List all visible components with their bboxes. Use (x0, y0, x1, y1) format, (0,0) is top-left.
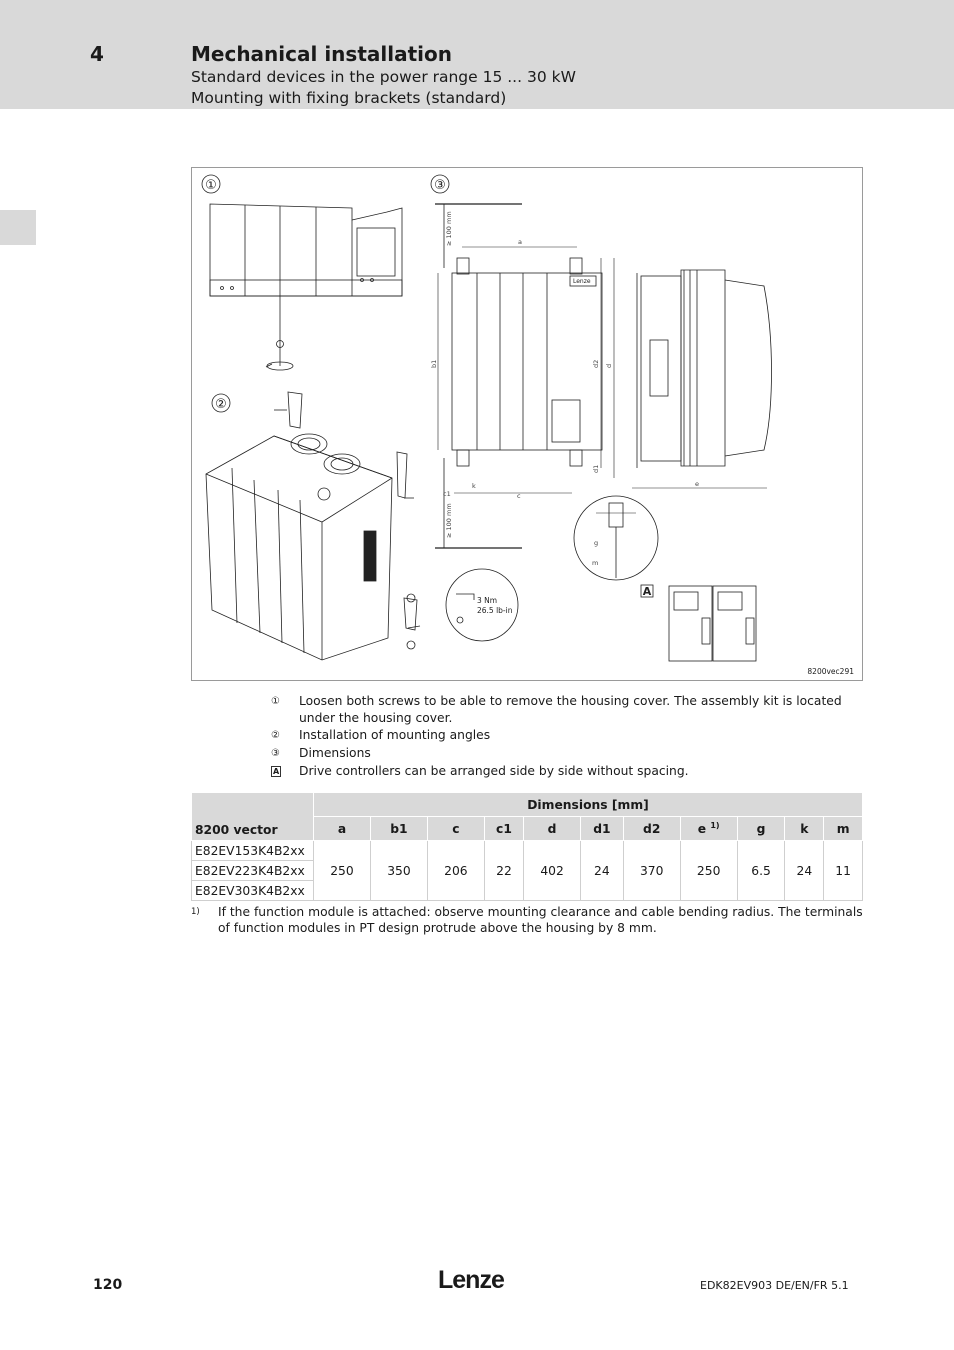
chapter-side-tab (0, 210, 36, 245)
page-number: 120 (93, 1277, 123, 1293)
value-cell: 350 (370, 841, 427, 901)
dimensions-table (191, 792, 863, 901)
legend-mark: ① (271, 696, 280, 707)
model-cell: E82EV303K4B2xx (192, 881, 314, 901)
value-cell: 22 (484, 841, 523, 901)
dim-m: m (592, 559, 599, 567)
model-cell: E82EV223K4B2xx (192, 861, 314, 881)
value-cell: 250 (680, 841, 737, 901)
value-cell: 6.5 (737, 841, 785, 901)
dim-k: k (472, 482, 476, 490)
dim-c: c (517, 492, 521, 500)
column-header: a (314, 817, 371, 841)
model-cell: E82EV153K4B2xx (192, 841, 314, 861)
value-cell: 370 (623, 841, 680, 901)
figure-legend (271, 693, 861, 781)
column-header: c (427, 817, 484, 841)
footnote-mark: 1) (191, 907, 200, 917)
dim-g: g (594, 539, 599, 547)
clearance-top: ≥ 100 mm (445, 211, 453, 246)
dim-d2: d2 (592, 359, 600, 368)
lenze-logo: Lenze (438, 1266, 504, 1294)
footnote (191, 904, 863, 936)
chapter-title: Mechanical installation (191, 42, 452, 66)
brand-plate: Lenze (573, 278, 591, 285)
legend-text: Dimensions (299, 745, 371, 760)
model-header: 8200 vector (192, 793, 314, 841)
legend-mark (271, 763, 299, 781)
dim-b1: b1 (430, 359, 438, 368)
mounting-drawing (192, 168, 862, 680)
column-header-e (680, 817, 737, 841)
column-e-footnote: 1) (710, 820, 720, 830)
footnote-text: If the function module is attached: observe mounting clearance and cable bending radius. The terminals of function modules in PT design protrude above the housing by 8 mm. (218, 905, 863, 935)
legend-mark-boxed: A (273, 766, 280, 776)
legend-item (271, 693, 861, 726)
dim-d1: d1 (592, 464, 600, 473)
marker-3: ③ (434, 178, 446, 193)
torque-lbin: 26.5 lb-in (477, 606, 513, 615)
table-row (192, 841, 863, 861)
dim-d: d (605, 363, 613, 368)
column-header: d (524, 817, 581, 841)
value-cell: 24 (581, 841, 624, 901)
marker-2: ② (215, 397, 227, 412)
subtitle-power-range: Standard devices in the power range 15 ... 30 kW (191, 68, 576, 86)
column-header: d1 (581, 817, 624, 841)
side-view-drawing (632, 270, 772, 488)
legend-item (271, 763, 861, 781)
column-header: k (785, 817, 824, 841)
marker-1: ① (205, 178, 217, 193)
value-cell: 24 (785, 841, 824, 901)
value-cell: 402 (524, 841, 581, 901)
legend-item (271, 727, 861, 745)
isometric-device-drawing (206, 392, 420, 660)
legend-text: Drive controllers can be arranged side by side without spacing. (299, 763, 689, 778)
side-by-side-drawing (669, 586, 756, 661)
figure-id: 8200vec291 (807, 667, 854, 676)
chapter-number: 4 (90, 42, 104, 66)
column-e-label: e (697, 822, 707, 837)
document-id: EDK82EV903 DE/EN/FR 5.1 (700, 1279, 849, 1292)
column-header: d2 (623, 817, 680, 841)
cover-device-drawing (210, 204, 402, 370)
dim-a: a (518, 238, 522, 246)
subtitle-mounting: Mounting with fixing brackets (standard) (191, 89, 507, 107)
value-cell: 206 (427, 841, 484, 901)
column-header: c1 (484, 817, 523, 841)
column-header: g (737, 817, 785, 841)
torque-detail (446, 569, 518, 641)
mounting-figure (191, 167, 863, 681)
column-header: b1 (370, 817, 427, 841)
legend-text: Loosen both screws to be able to remove the housing cover. The assembly kit is located under the housing cover. (299, 694, 842, 725)
torque-nm: 3 Nm (477, 596, 498, 605)
legend-mark: ② (271, 729, 280, 741)
column-header: m (824, 817, 863, 841)
legend-text: Installation of mounting angles (299, 727, 491, 742)
value-cell: 250 (314, 841, 371, 901)
marker-a: A (642, 585, 652, 598)
dim-e: e (695, 480, 699, 488)
clearance-bottom: ≥ 100 mm (445, 503, 453, 538)
legend-mark: ③ (271, 747, 280, 759)
hole-detail (574, 496, 658, 580)
dimensions-group-header: Dimensions [mm] (314, 793, 863, 817)
value-cell: 11 (824, 841, 863, 901)
front-view-drawing (430, 204, 614, 548)
legend-item (271, 745, 861, 763)
dim-c1: c1 (443, 490, 451, 498)
